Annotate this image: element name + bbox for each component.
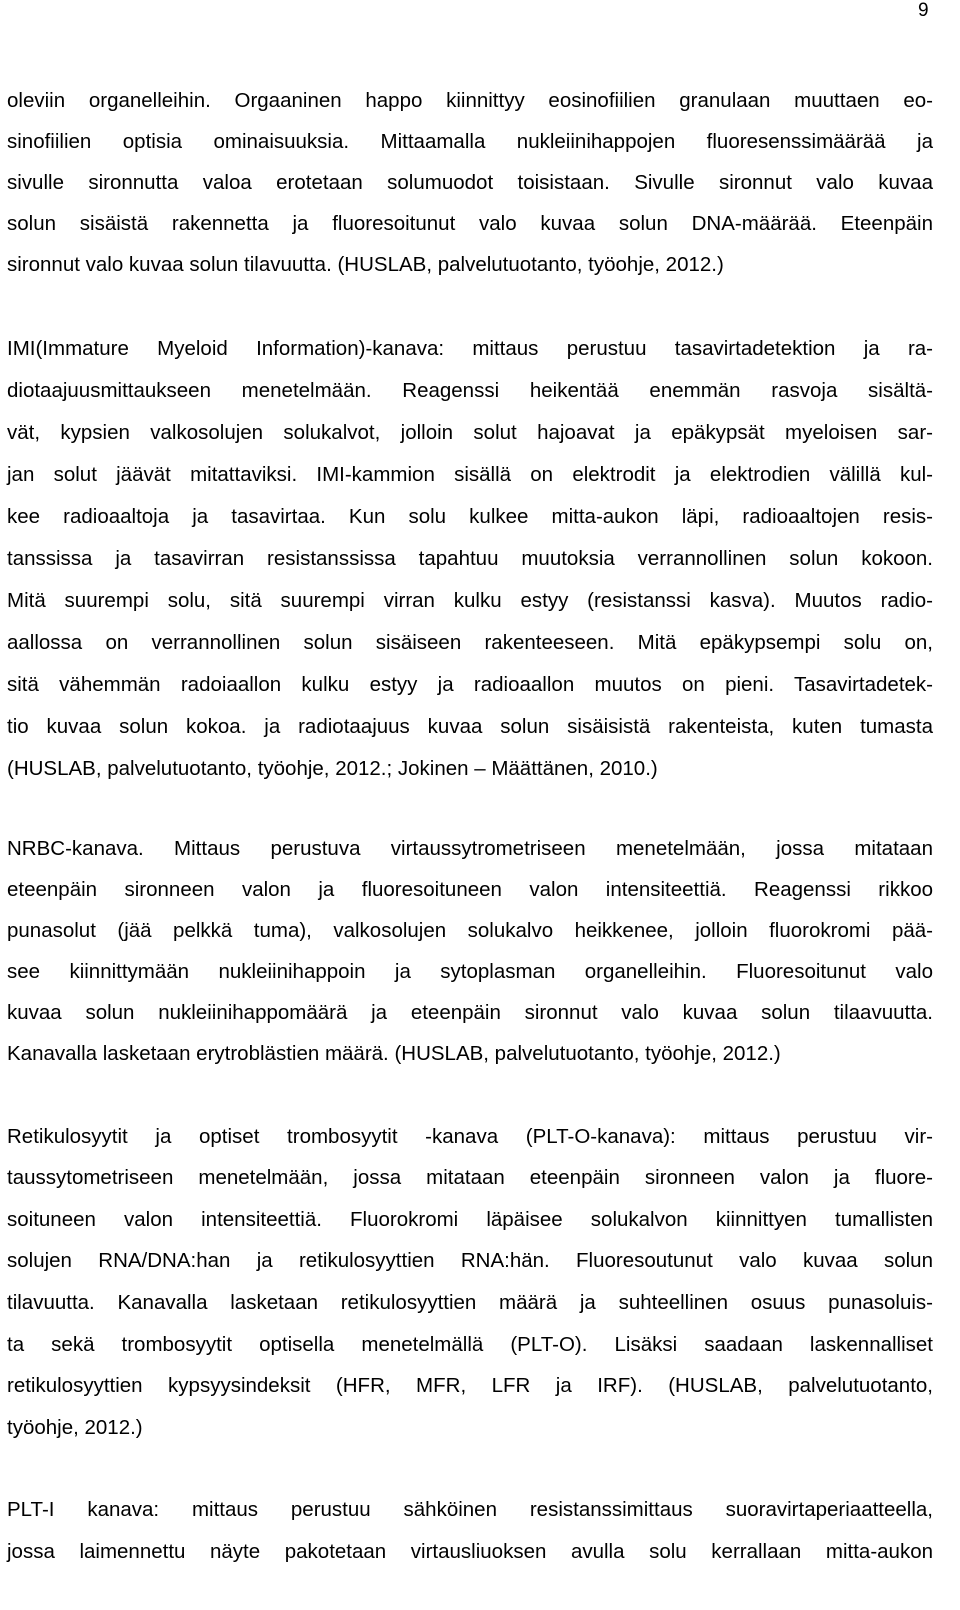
text-line: aallossa on verrannollinen solun sisäiseen rakenteeseen. Mitä epäkypsempi solu on, (7, 631, 933, 654)
text-line: retikulosyyttien kypsyysindeksit (HFR, MFR, LFR ja IRF). (HUSLAB, palvelutuotanto, (7, 1374, 933, 1397)
text-line: taussytometriseen menetelmään, jossa mitataan eteenpäin sironneen valon ja fluore- (7, 1166, 933, 1189)
text-line: kuvaa solun nukleiinihappomäärä ja eteenpäin sironnut valo kuvaa solun tilaavuutta. (7, 1001, 933, 1024)
text-line: työohje, 2012.) (7, 1416, 143, 1439)
text-line: jan solut jäävät mitattaviksi. IMI-kammion sisällä on elektrodit ja elektrodien välillä kul- (7, 463, 933, 486)
text-line: jossa laimennettu näyte pakotetaan virtausliuoksen avulla solu kerrallaan mitta-aukon (7, 1540, 933, 1563)
text-line: Kanavalla lasketaan erytroblästien määrä. (HUSLAB, palvelutuotanto, työohje, 2012.) (7, 1042, 781, 1065)
text-line: sinofiilien optisia ominaisuuksia. Mittaamalla nukleiinihappojen fluoresenssimäärää ja (7, 130, 933, 153)
text-line: ta sekä trombosyytit optisella menetelmällä (PLT-O). Lisäksi saadaan laskennalliset (7, 1333, 933, 1356)
text-line: soituneen valon intensiteettiä. Fluorokromi läpäisee solukalvon kiinnittyen tumallisten (7, 1208, 933, 1231)
text-line: solujen RNA/DNA:han ja retikulosyyttien RNA:hän. Fluoresoutunut valo kuvaa solun (7, 1249, 933, 1272)
text-line: kee radioaaltoja ja tasavirtaa. Kun solu kulkee mitta-aukon läpi, radioaaltojen resis- (7, 505, 933, 528)
text-line: tilavuutta. Kanavalla lasketaan retikulosyyttien määrä ja suhteellinen osuus punasoluis- (7, 1291, 933, 1314)
text-line: sivulle sironnutta valoa erotetaan solumuodot toisistaan. Sivulle sironnut valo kuvaa (7, 171, 933, 194)
text-line: Mitä suurempi solu, sitä suurempi virran kulku estyy (resistanssi kasva). Muutos radio- (7, 589, 933, 612)
text-line: eteenpäin sironneen valon ja fluoresoituneen valon intensiteettiä. Reagenssi rikkoo (7, 878, 933, 901)
text-line: tio kuvaa solun kokoa. ja radiotaajuus kuvaa solun sisäisistä rakenteista, kuten tumasta (7, 715, 933, 738)
text-line: punasolut (jää pelkkä tuma), valkosolujen solukalvo heikkenee, jolloin fluorokromi pää- (7, 919, 933, 942)
text-line: solun sisäistä rakennetta ja fluoresoitunut valo kuvaa solun DNA-määrää. Eteenpäin (7, 212, 933, 235)
text-line: tanssissa ja tasavirran resistanssissa tapahtuu muutoksia verrannollinen solun kokoon. (7, 547, 933, 570)
text-line: see kiinnittymään nukleiinihappoin ja sytoplasman organelleihin. Fluoresoitunut valo (7, 960, 933, 983)
text-line: oleviin organelleihin. Orgaaninen happo kiinnittyy eosinofiilien granulaan muuttaen eo- (7, 89, 933, 112)
text-line: IMI(Immature Myeloid Information)-kanava: mittaus perustuu tasavirtadetektion ja ra- (7, 337, 933, 360)
text-line: (HUSLAB, palvelutuotanto, työohje, 2012.; Jokinen – Määttänen, 2010.) (7, 757, 658, 780)
text-line: sitä vähemmän radoiaallon kulku estyy ja radioaallon muutos on pieni. Tasavirtadetek- (7, 673, 933, 696)
text-line: Retikulosyytit ja optiset trombosyytit -kanava (PLT-O-kanava): mittaus perustuu vir- (7, 1125, 933, 1148)
text-line: vät, kypsien valkosolujen solukalvot, jolloin solut hajoavat ja epäkypsät myeloisen sar- (7, 421, 933, 444)
text-line: diotaajuusmittaukseen menetelmään. Reagenssi heikentää enemmän rasvoja sisältä- (7, 379, 933, 402)
text-line: sironnut valo kuvaa solun tilavuutta. (HUSLAB, palvelutuotanto, työohje, 2012.) (7, 253, 724, 276)
page-number: 9 (918, 0, 929, 21)
text-line: PLT-I kanava: mittaus perustuu sähköinen resistanssimittaus suoravirtaperiaatteella, (7, 1498, 933, 1521)
text-line: NRBC-kanava. Mittaus perustuva virtaussytrometriseen menetelmään, jossa mitataan (7, 837, 933, 860)
